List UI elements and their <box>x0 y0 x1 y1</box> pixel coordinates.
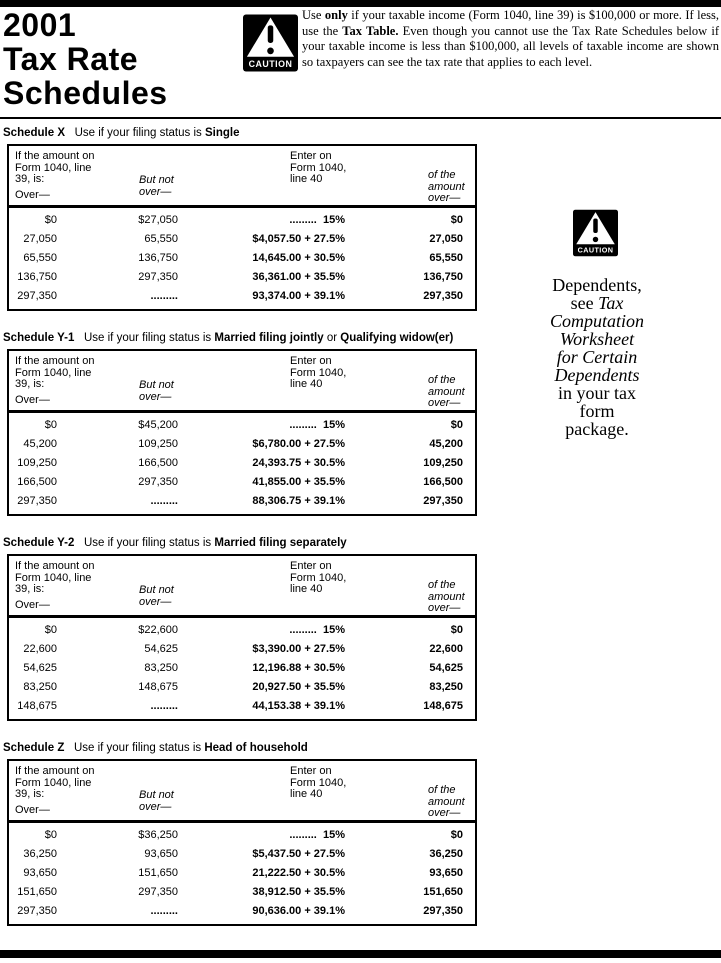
but-not-over-cell: 136,750 <box>138 252 178 264</box>
header-of-amount-over: of the amount over— <box>428 169 465 204</box>
header-but-not-over: But not over— <box>139 789 174 813</box>
amount-over-cell: 83,250 <box>429 681 463 693</box>
note-line <box>536 420 658 438</box>
table-row <box>9 268 475 287</box>
tax-formula-cell: ......... 15% <box>289 829 345 841</box>
but-not-over-cell: 297,350 <box>138 886 178 898</box>
table-header-row <box>9 146 475 205</box>
table-row <box>9 230 475 249</box>
note-line <box>536 384 658 402</box>
over-cell: 297,350 <box>17 495 57 507</box>
text-segment: Qualifying widow(er) <box>340 332 454 344</box>
header-over: Over— <box>15 804 50 816</box>
tax-formula-cell: 88,306.75 + 39.1% <box>252 495 345 507</box>
amount-over-cell: 166,500 <box>423 476 463 488</box>
title-line: Tax Rate <box>3 41 139 77</box>
tax-rate-table <box>7 759 477 926</box>
text-segment: form <box>579 401 615 421</box>
header-enter-on: Enter on Form 1040, line 40 <box>290 150 347 185</box>
header-but-not-over: But not over— <box>139 174 174 198</box>
tax-formula-cell: 44,153.38 + 39.1% <box>252 700 345 712</box>
text-segment: Use if your filing status is <box>74 537 215 549</box>
over-cell: 83,250 <box>23 681 57 693</box>
text-segment: Use <box>302 8 325 22</box>
table-header-row <box>9 761 475 820</box>
caution-icon <box>573 209 618 257</box>
text-segment: Head of household <box>204 742 308 754</box>
but-not-over-cell: 65,550 <box>144 233 178 245</box>
text-segment: Schedule Z <box>3 742 65 754</box>
but-not-over-cell: 297,350 <box>138 271 178 283</box>
over-cell: 136,750 <box>17 271 57 283</box>
header-if-amount: If the amount on Form 1040, line 39, is: <box>15 765 95 800</box>
bottom-rule <box>0 950 721 958</box>
amount-over-cell: 109,250 <box>423 457 463 469</box>
amount-over-cell: $0 <box>450 829 463 841</box>
over-cell: 45,200 <box>23 438 57 450</box>
title-line: 2001 <box>3 7 77 43</box>
amount-over-cell: 45,200 <box>429 438 463 450</box>
text-segment: Worksheet <box>559 329 635 349</box>
note-line <box>536 294 658 312</box>
tax-formula-cell: 41,855.00 + 35.5% <box>252 476 345 488</box>
table-row <box>9 454 475 473</box>
table-row <box>9 697 475 716</box>
over-cell: 148,675 <box>17 700 57 712</box>
schedule-y1-section <box>0 332 500 516</box>
tax-formula-cell: 36,361.00 + 35.5% <box>252 271 345 283</box>
table-row <box>9 435 475 454</box>
text-segment: Schedule X <box>3 127 65 139</box>
text-segment: or <box>323 332 341 344</box>
text-segment: Married filing jointly <box>214 332 324 344</box>
over-cell: 36,250 <box>23 848 57 860</box>
tax-formula-cell: ......... 15% <box>289 624 345 636</box>
header-of-amount-over: of the amount over— <box>428 784 465 819</box>
note-line <box>536 402 658 420</box>
text-segment: Use if your filing status is <box>74 332 215 344</box>
header-enter-on: Enter on Form 1040, line 40 <box>290 355 347 390</box>
header-but-not-over: But not over— <box>139 584 174 608</box>
title-line: Schedules <box>3 75 168 111</box>
amount-over-cell: 54,625 <box>429 662 463 674</box>
but-not-over-cell: ......... <box>150 905 178 917</box>
table-row <box>9 473 475 492</box>
table-row <box>9 902 475 921</box>
amount-over-cell: 22,600 <box>429 643 463 655</box>
but-not-over-cell: ......... <box>150 700 178 712</box>
over-cell: 166,500 <box>17 476 57 488</box>
amount-over-cell: 65,550 <box>429 252 463 264</box>
amount-over-cell: $0 <box>450 624 463 636</box>
over-cell: 22,600 <box>23 643 57 655</box>
amount-over-cell: $0 <box>450 419 463 431</box>
amount-over-cell: $0 <box>450 214 463 226</box>
tax-formula-cell: 93,374.00 + 39.1% <box>252 290 345 302</box>
tax-formula-cell: 21,222.50 + 30.5% <box>252 867 345 879</box>
tax-formula-cell: 20,927.50 + 35.5% <box>252 681 345 693</box>
text-segment: Use if your filing status is <box>65 127 205 139</box>
over-cell: 65,550 <box>23 252 57 264</box>
schedule-heading <box>3 127 500 140</box>
tax-formula-cell: 90,636.00 + 39.1% <box>252 905 345 917</box>
table-row <box>9 249 475 268</box>
text-segment: Dependents <box>554 365 640 385</box>
tax-formula-cell: 14,645.00 + 30.5% <box>252 252 345 264</box>
over-cell: 151,650 <box>17 886 57 898</box>
amount-over-cell: 151,650 <box>423 886 463 898</box>
text-segment: Computation <box>549 311 644 331</box>
but-not-over-cell: $45,200 <box>138 419 178 431</box>
over-cell: 297,350 <box>17 290 57 302</box>
amount-over-cell: 297,350 <box>423 495 463 507</box>
schedule-heading <box>3 742 500 755</box>
schedule-z-section <box>0 742 500 926</box>
amount-over-cell: 93,650 <box>429 867 463 879</box>
text-segment: see <box>570 293 599 313</box>
table-row <box>9 621 475 640</box>
table-row <box>9 883 475 902</box>
table-body <box>9 413 475 514</box>
over-cell: 297,350 <box>17 905 57 917</box>
caution-label: CAUTION <box>248 59 293 70</box>
text-segment: Schedule Y-2 <box>3 537 75 549</box>
text-segment: package. <box>565 419 629 439</box>
tax-rate-table <box>7 144 477 311</box>
header-over: Over— <box>15 394 50 406</box>
text-segment: if your taxable income (Form 1040, line 39) is $100,000 or more. If less, use the <box>302 8 719 38</box>
table-row <box>9 640 475 659</box>
amount-over-cell: 297,350 <box>423 905 463 917</box>
table-row <box>9 864 475 883</box>
table-body <box>9 208 475 309</box>
table-row <box>9 492 475 511</box>
note-line <box>536 348 658 366</box>
over-cell: 93,650 <box>23 867 57 879</box>
amount-over-cell: 36,250 <box>429 848 463 860</box>
text-segment: Dependents, <box>552 275 642 295</box>
text-segment: only <box>324 8 348 22</box>
table-row <box>9 845 475 864</box>
over-cell: $0 <box>44 624 57 636</box>
over-cell: $0 <box>44 419 57 431</box>
over-cell: 109,250 <box>17 457 57 469</box>
but-not-over-cell: ......... <box>150 290 178 302</box>
dependents-note <box>536 276 658 438</box>
schedule-x-section <box>0 127 500 311</box>
but-not-over-cell: $36,250 <box>138 829 178 841</box>
tax-formula-cell: 24,393.75 + 30.5% <box>252 457 345 469</box>
tax-formula-cell: 12,196.88 + 30.5% <box>252 662 345 674</box>
table-body <box>9 823 475 924</box>
table-row <box>9 826 475 845</box>
table-row <box>9 678 475 697</box>
amount-over-cell: 148,675 <box>423 700 463 712</box>
tax-rate-table <box>7 554 477 721</box>
table-header-row <box>9 556 475 615</box>
but-not-over-cell: $27,050 <box>138 214 178 226</box>
header-but-not-over: But not over— <box>139 379 174 403</box>
but-not-over-cell: ......... <box>150 495 178 507</box>
but-not-over-cell: 297,350 <box>138 476 178 488</box>
caution-label: CAUTION <box>577 245 614 255</box>
text-segment: in your tax <box>558 383 636 403</box>
over-cell: 54,625 <box>23 662 57 674</box>
text-segment: Tax <box>598 293 624 313</box>
tax-rate-table <box>7 349 477 516</box>
but-not-over-cell: 83,250 <box>144 662 178 674</box>
text-segment: Single <box>204 127 240 139</box>
tax-formula-cell: $5,437.50 + 27.5% <box>252 848 345 860</box>
over-cell: 27,050 <box>23 233 57 245</box>
table-row <box>9 211 475 230</box>
header-of-amount-over: of the amount over— <box>428 374 465 409</box>
header-enter-on: Enter on Form 1040, line 40 <box>290 765 347 800</box>
schedule-heading <box>3 537 500 550</box>
schedule-heading <box>3 332 500 345</box>
note-line <box>536 330 658 348</box>
but-not-over-cell: 109,250 <box>138 438 178 450</box>
table-row <box>9 287 475 306</box>
but-not-over-cell: $22,600 <box>138 624 178 636</box>
over-cell: $0 <box>44 214 57 226</box>
note-line <box>536 366 658 384</box>
header-if-amount: If the amount on Form 1040, line 39, is: <box>15 560 95 595</box>
text-segment: Use if your filing status is <box>64 742 205 754</box>
but-not-over-cell: 151,650 <box>138 867 178 879</box>
header-if-amount: If the amount on Form 1040, line 39, is: <box>15 355 95 390</box>
over-cell: $0 <box>44 829 57 841</box>
header-over: Over— <box>15 599 50 611</box>
table-body <box>9 618 475 719</box>
header-enter-on: Enter on Form 1040, line 40 <box>290 560 347 595</box>
table-row <box>9 416 475 435</box>
tax-formula-cell: ......... 15% <box>289 419 345 431</box>
header-if-amount: If the amount on Form 1040, line 39, is: <box>15 150 95 185</box>
but-not-over-cell: 166,500 <box>138 457 178 469</box>
amount-over-cell: 136,750 <box>423 271 463 283</box>
tax-formula-cell: 38,912.50 + 35.5% <box>252 886 345 898</box>
text-segment: Married filing separately <box>214 537 347 549</box>
table-header-row <box>9 351 475 410</box>
text-segment: Tax Table. <box>342 23 399 38</box>
tax-formula-cell: ......... 15% <box>289 214 345 226</box>
header-over: Over— <box>15 189 50 201</box>
text-segment: for Certain <box>556 347 638 367</box>
header-of-amount-over: of the amount over— <box>428 579 465 614</box>
note-line <box>536 276 658 294</box>
note-line <box>536 312 658 330</box>
amount-over-cell: 27,050 <box>429 233 463 245</box>
amount-over-cell: 297,350 <box>423 290 463 302</box>
schedule-y2-section <box>0 537 500 721</box>
but-not-over-cell: 93,650 <box>144 848 178 860</box>
tax-formula-cell: $6,780.00 + 27.5% <box>252 438 345 450</box>
but-not-over-cell: 54,625 <box>144 643 178 655</box>
text-segment: Even though you cannot use the Tax Rate Schedules below if your taxable income is less than $100,000, all levels of taxable income are shown so taxpayers can see the tax rate that applies to each level. <box>302 23 719 69</box>
but-not-over-cell: 148,675 <box>138 681 178 693</box>
tax-formula-cell: $3,390.00 + 27.5% <box>252 643 345 655</box>
table-row <box>9 659 475 678</box>
text-segment: Schedule Y-1 <box>3 332 75 344</box>
tax-formula-cell: $4,057.50 + 27.5% <box>252 233 345 245</box>
